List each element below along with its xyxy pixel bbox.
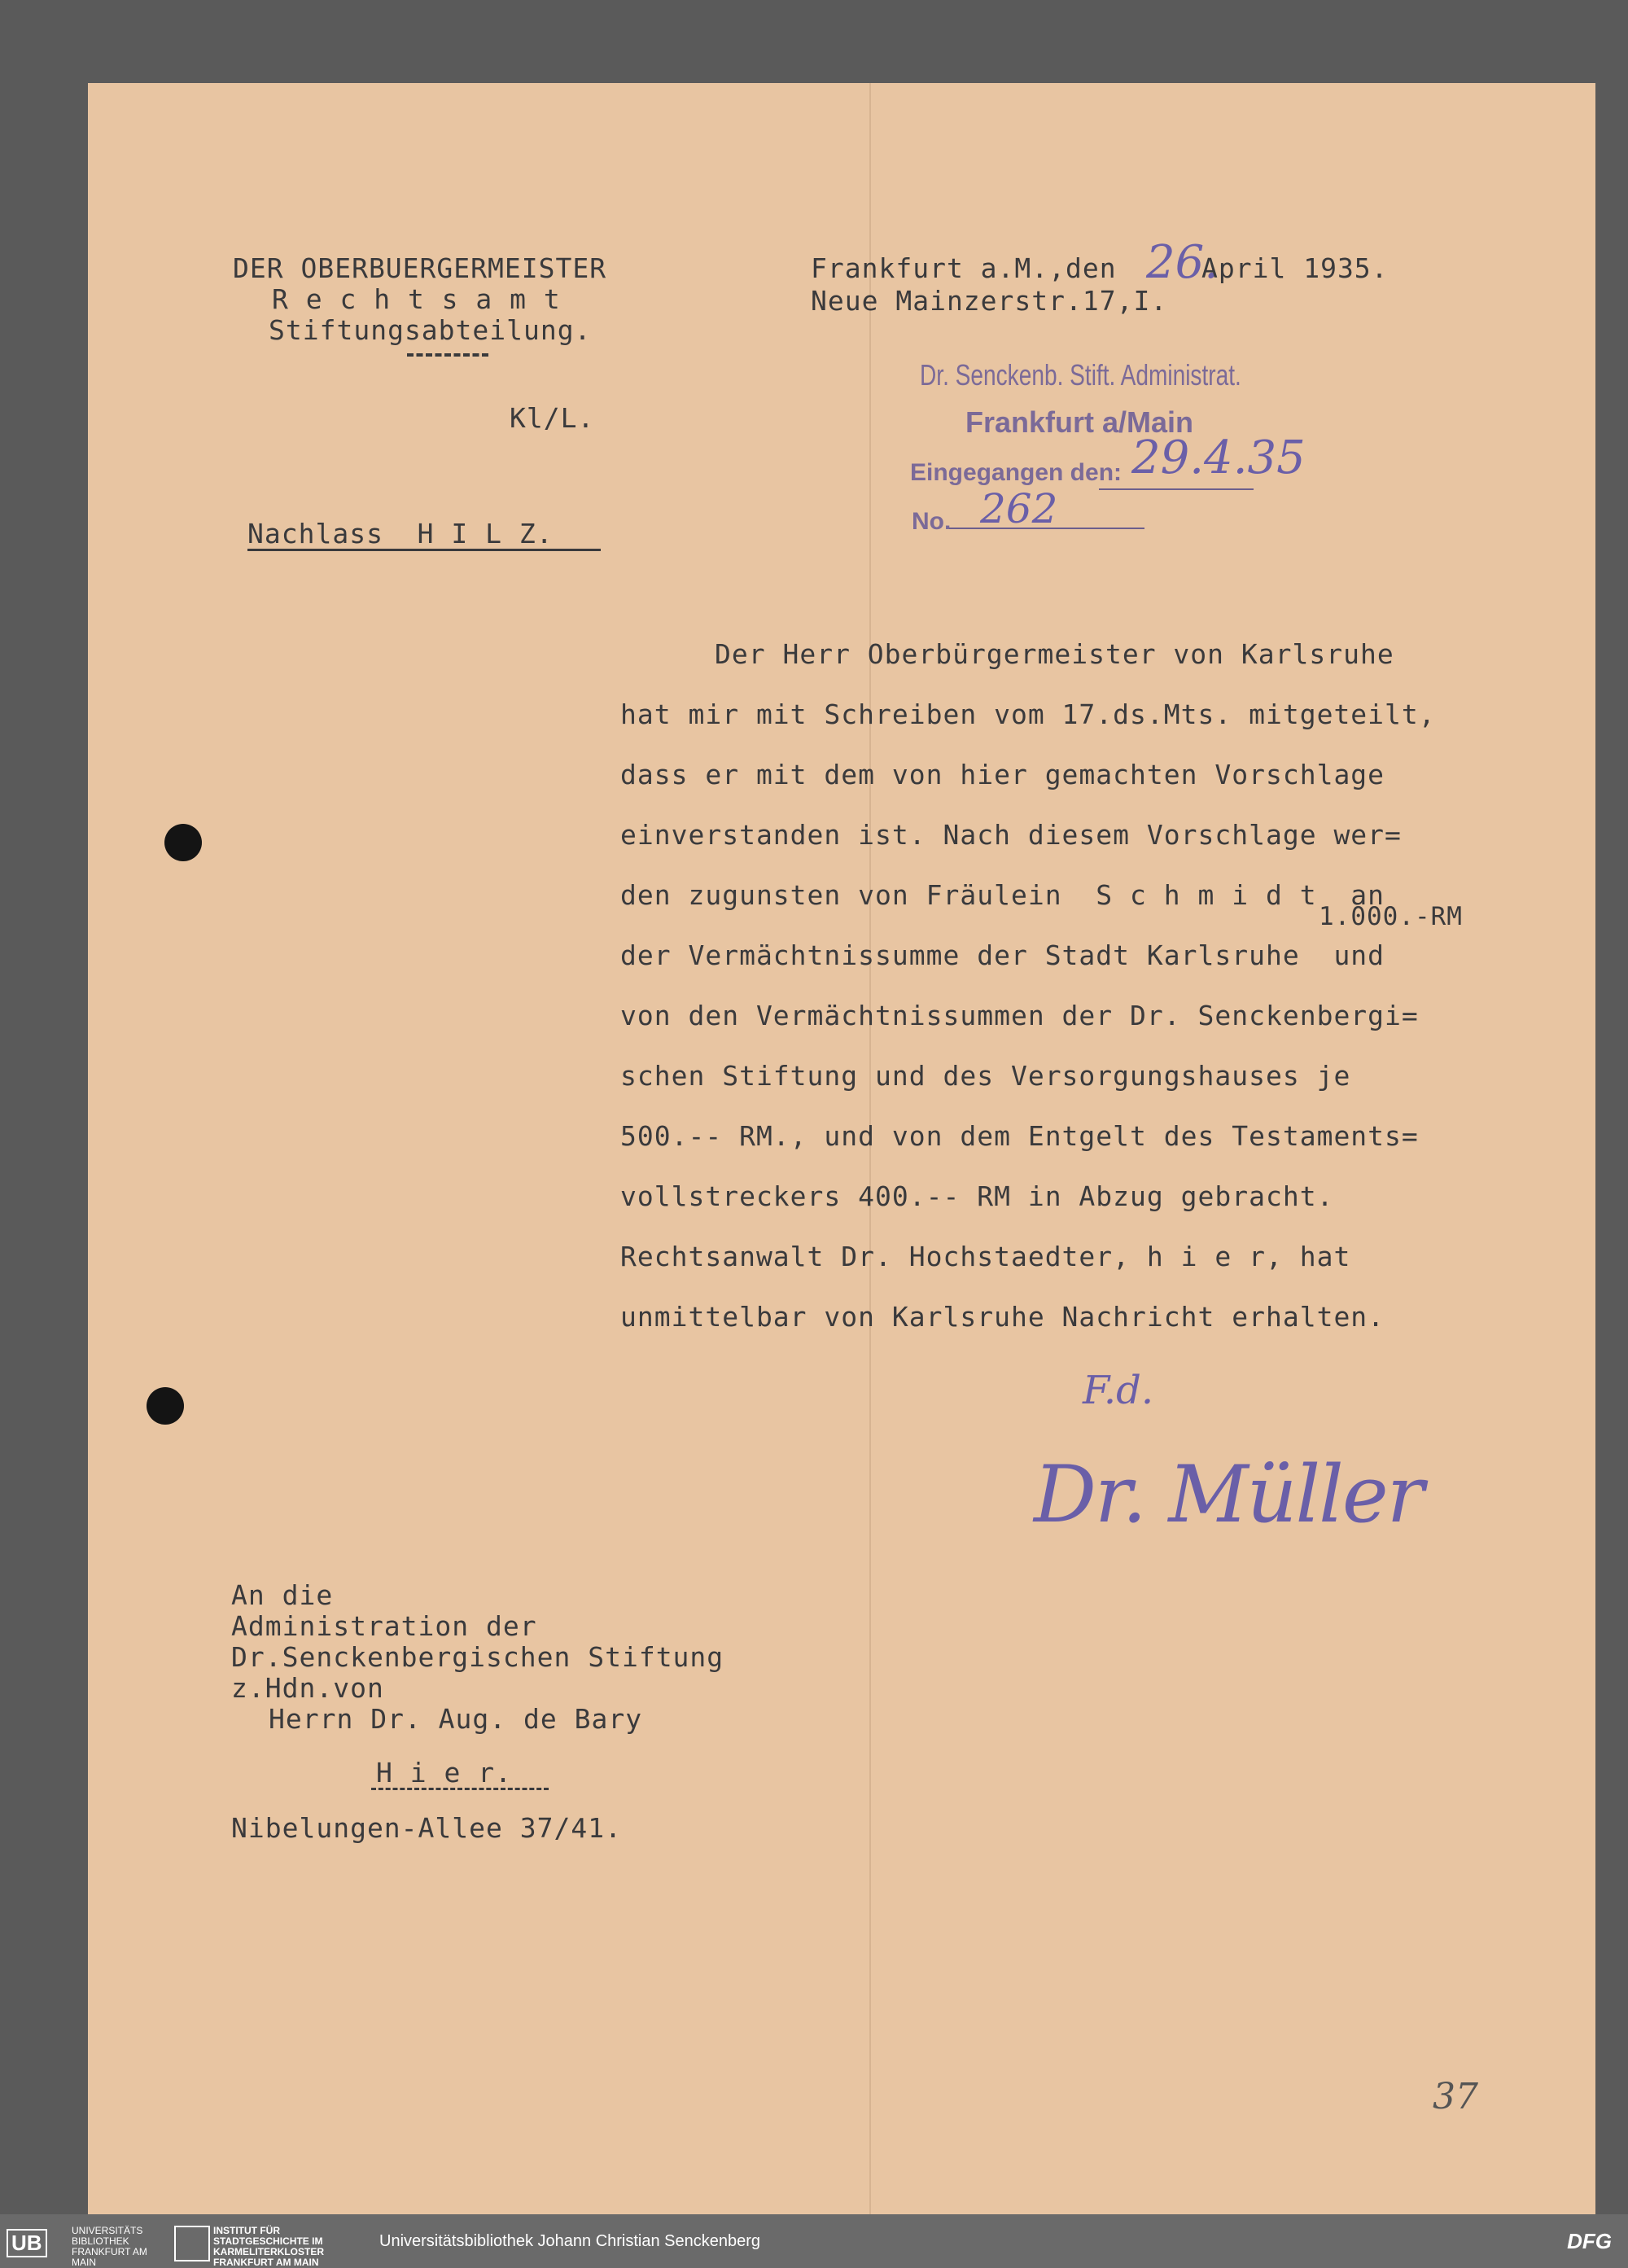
body-line: Rechtsanwalt Dr. Hochstaedter, h i e r, hat [620, 1241, 1351, 1272]
body-line: vollstreckers 400.-- RM in Abzug gebracht. [620, 1180, 1334, 1212]
body-line: einverstanden ist. Nach diesem Vorschlage wer= [620, 819, 1402, 851]
ub-logo: UB [7, 2229, 47, 2257]
inserted-amount: 1.000.-RM [1319, 902, 1463, 931]
recipient-city-underline [371, 1788, 549, 1790]
recipient-line: An die [231, 1579, 334, 1611]
body-line: den zugunsten von Fräulein S c h m i d t an [620, 879, 1385, 911]
institute-logo-icon [174, 2226, 210, 2261]
body-line: unmittelbar von Karlsruhe Nachricht erhalten. [620, 1301, 1385, 1333]
institute-logo-text: INSTITUT FÜR STADTGESCHICHTE IM KARMELITERKLOSTER FRANKFURT AM MAIN [213, 2225, 324, 2268]
library-name: Universitätsbibliothek Johann Christian Senckenberg [379, 2232, 761, 2250]
punch-hole-top [164, 824, 202, 861]
recipient-line: z.Hdn.von [231, 1672, 384, 1704]
date-day-handwritten: 26. [1146, 236, 1219, 289]
letterhead-authority: DER OBERBUERGERMEISTER [233, 252, 607, 284]
stamp-received-label: Eingegangen den: [910, 459, 1123, 486]
date-month-year: April 1935. [1201, 252, 1389, 284]
folio-number: 37 [1433, 2076, 1478, 2117]
recipient-city: H i e r. [376, 1757, 512, 1789]
signature-name: Dr. Müller [1034, 1449, 1423, 1540]
body-line: dass er mit dem von hier gemachten Vorschlage [620, 759, 1385, 790]
place-city: Frankfurt a.M.,den [811, 252, 1117, 284]
subject-underline [247, 549, 601, 551]
sender-address: Neue Mainzerstr.17,I. [811, 285, 1168, 317]
punch-hole-bottom [147, 1387, 184, 1425]
recipient-address: Nibelungen-Allee 37/41. [231, 1812, 622, 1844]
body-line: schen Stiftung und des Versorgungshauses je [620, 1060, 1351, 1092]
body-line: von den Vermächtnissummen der Dr. Senckenbergi= [620, 1000, 1419, 1031]
recipient-line: Administration der [231, 1610, 537, 1642]
body-line: hat mir mit Schreiben vom 17.ds.Mts. mitgeteilt, [620, 698, 1436, 730]
recipient-line: Herrn Dr. Aug. de Bary [269, 1703, 643, 1735]
recipient-line: Dr.Senckenbergischen Stiftung [231, 1641, 724, 1673]
body-line: 500.-- RM., und von dem Entgelt des Testaments= [620, 1120, 1419, 1152]
letterhead-office: R e c h t s a m t [272, 283, 561, 315]
reference-code: Kl/L. [510, 402, 595, 434]
body-line: Der Herr Oberbürgermeister von Karlsruhe [715, 638, 1394, 670]
stamp-number-label: No. [912, 508, 952, 535]
stamp-received-line [1099, 488, 1254, 490]
viewer-footer [0, 2214, 1628, 2268]
signature-abbreviation: F.d. [1083, 1368, 1154, 1413]
stamp-city: Frankfurt a/Main [965, 405, 1194, 439]
stamp-received-date: 29.4.35 [1131, 431, 1306, 484]
stamp-number-value: 262 [980, 485, 1058, 532]
subject-line: Nachlass H I L Z. [247, 518, 554, 549]
body-line: der Vermächtnissumme der Stadt Karlsruhe und [620, 939, 1385, 971]
letterhead-rule [407, 353, 488, 357]
letterhead-department: Stiftungsabteilung. [269, 314, 592, 346]
dfg-logo: DFG [1567, 2229, 1612, 2253]
stamp-administration: Dr. Senckenb. Stift. Administrat. [920, 358, 1241, 392]
ub-logo-text: UNIVERSITÄTS BIBLIOTHEK FRANKFURT AM MAIN [72, 2225, 147, 2268]
